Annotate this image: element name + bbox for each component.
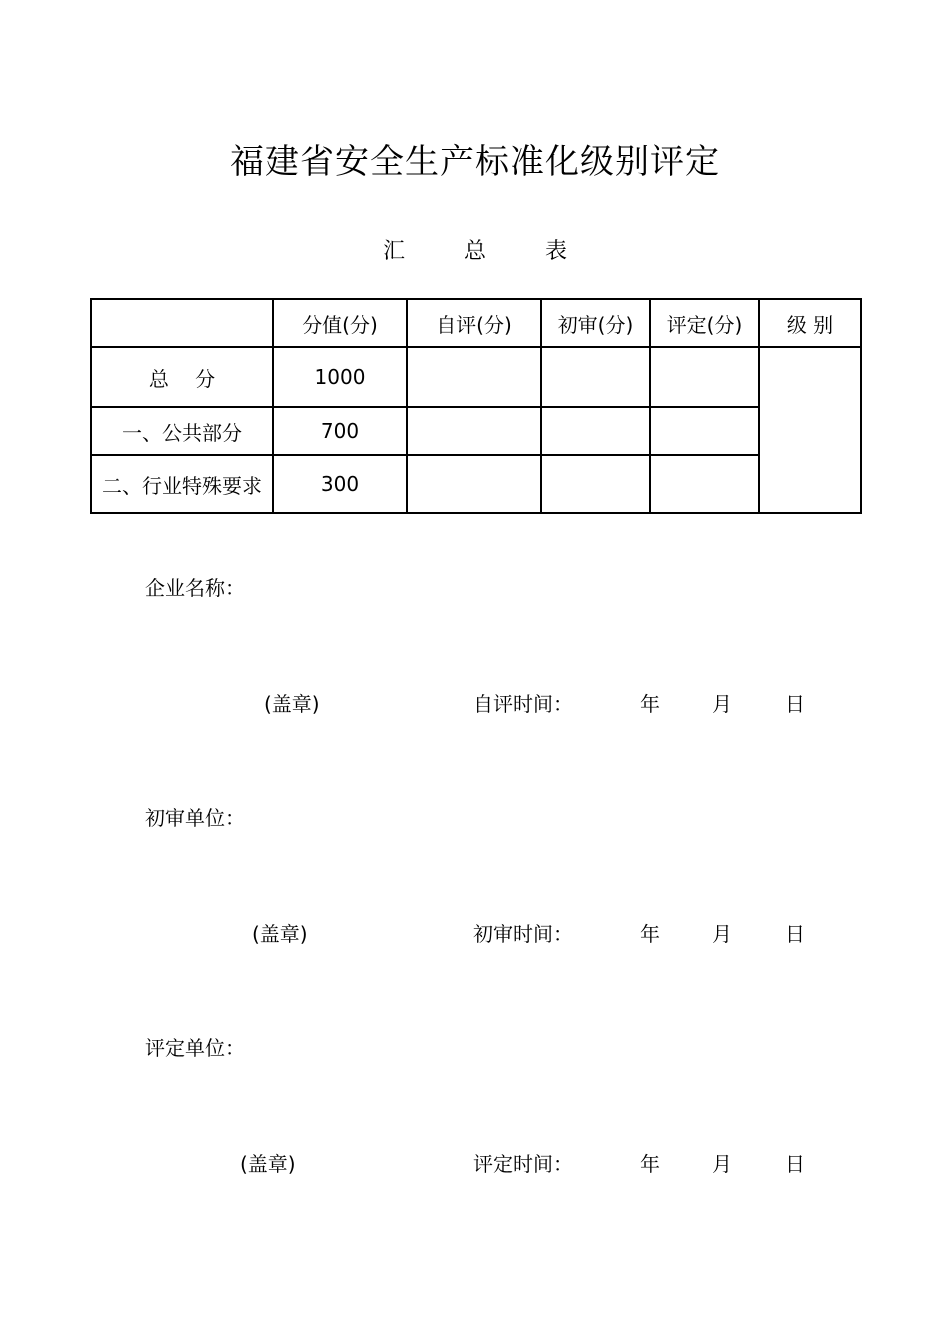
prelim-cell[interactable] (541, 407, 650, 455)
company-name-label: 企业名称： (145, 576, 245, 600)
self-seal-label: (盖章) (264, 692, 320, 716)
header-prelim: 初审(分) (541, 299, 650, 347)
prelim-unit-label: 初审单位： (145, 806, 245, 830)
eval-year-label: 年 (640, 1152, 660, 1176)
document-subtitle: 汇 总 表 (383, 239, 593, 264)
row-score: 700 (273, 407, 407, 455)
table-header-row (91, 299, 861, 347)
self-time-label: 自评时间： (473, 692, 573, 716)
self-month-label: 月 (712, 692, 732, 716)
row-score: 300 (273, 455, 407, 513)
eval-time-label: 评定时间： (473, 1152, 573, 1176)
level-cell[interactable] (759, 347, 861, 513)
prelim-seal-label: (盖章) (252, 922, 308, 946)
row-label: 二、行业特殊要求 (91, 455, 273, 513)
self-day-label: 日 (785, 692, 805, 716)
eval-month-label: 月 (712, 1152, 732, 1176)
header-empty (91, 299, 273, 347)
row-label: 总 分 (91, 347, 273, 407)
table-row (91, 455, 861, 513)
self-eval-cell[interactable] (407, 347, 541, 407)
prelim-cell[interactable] (541, 455, 650, 513)
self-eval-cell[interactable] (407, 407, 541, 455)
summary-table (90, 298, 862, 514)
eval-seal-label: (盖章) (240, 1152, 296, 1176)
eval-day-label: 日 (785, 1152, 805, 1176)
table-row (91, 407, 861, 455)
header-evaluation: 评定(分) (650, 299, 759, 347)
table-row (91, 347, 861, 407)
prelim-year-label: 年 (640, 922, 660, 946)
evaluation-cell[interactable] (650, 455, 759, 513)
eval-unit-label: 评定单位： (145, 1036, 245, 1060)
evaluation-cell[interactable] (650, 407, 759, 455)
header-level: 级 别 (759, 299, 861, 347)
prelim-time-label: 初审时间： (473, 922, 573, 946)
header-score: 分值(分) (273, 299, 407, 347)
row-score: 1000 (273, 347, 407, 407)
self-eval-cell[interactable] (407, 455, 541, 513)
prelim-day-label: 日 (785, 922, 805, 946)
row-label: 一、公共部分 (91, 407, 273, 455)
header-self-eval: 自评(分) (407, 299, 541, 347)
evaluation-cell[interactable] (650, 347, 759, 407)
self-year-label: 年 (640, 692, 660, 716)
prelim-cell[interactable] (541, 347, 650, 407)
document-title: 福建省安全生产标准化级别评定 (230, 142, 720, 182)
prelim-month-label: 月 (712, 922, 732, 946)
